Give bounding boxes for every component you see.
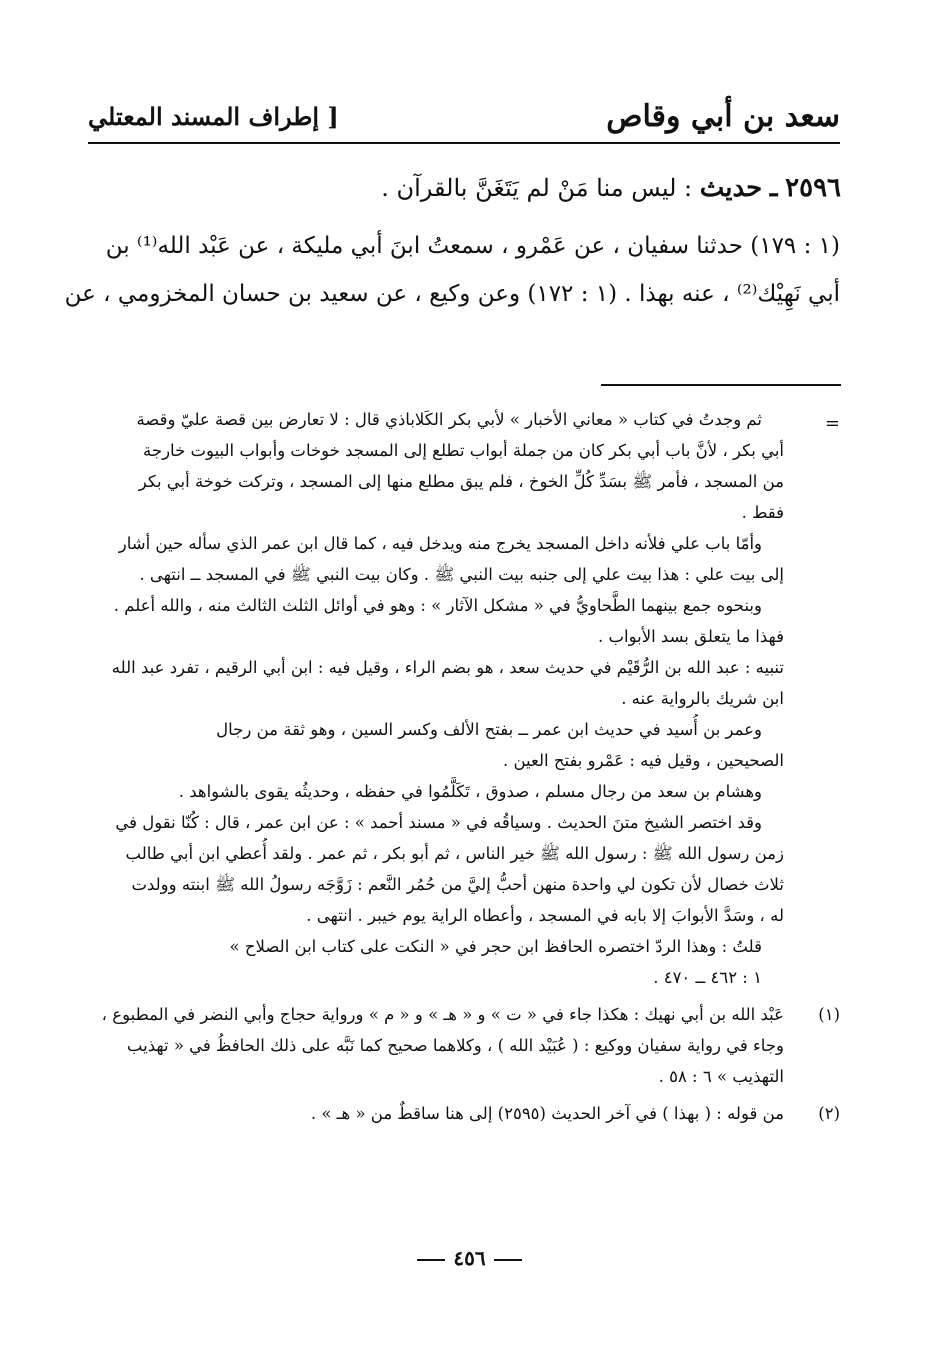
hadith-number: ٢٥٩٦: [785, 173, 841, 203]
note-line: وبنحوه جمع بينهما الطَّحاويُّ في « مشكل الآثار » : وهو في أوائل الثلث الثالث منه ، والله أعلم .: [113, 596, 762, 615]
header-rule: [88, 142, 840, 144]
note-line: وقد اختصر الشيخ متنَ الحديث . وسياقُه في « مسند أحمد » : عن ابن عمر ، قال : كُنّا نقول في: [115, 813, 762, 832]
footnote-line: وجاء في رواية سفيان ووكيع : ( عُبَيْد الله ) ، وكلاهما صحيح كما نَبَّه على ذلك الحافظُ في « تهذيب: [126, 1036, 784, 1055]
note-line: وأمّا باب علي فلأنه داخل المسجد يخرج منه ويدخل فيه ، كما قال ابن عمر الذي سأله حين أشار: [118, 534, 762, 553]
footnote-line: عَبْد الله بن أبي نهيك : هكذا جاء في « ت » و « هـ » و « م » ورواية حجاج وأبي النضر في المطبوع ،: [101, 1005, 784, 1024]
page-number-value: ٤٥٦: [453, 1246, 486, 1270]
isnad-line: أبي نَهِيْك⁽²⁾ ، عنه بهذا . (١ : ١٧٢) وعن وكيع ، عن سعيد بن حسان المخزومي ، عن: [64, 281, 840, 307]
note-line: زمن رسول الله ﷺ : رسول الله ﷺ خير الناس ، ثم أبو بكر ، ثم عمر . ولقد أُعطي ابن أبي طالب: [125, 844, 784, 863]
page-number-dash: [494, 1259, 522, 1261]
page-number: [0, 1246, 939, 1270]
footnote-1: [88, 999, 840, 1092]
note-line: ابن شريك بالرواية عنه .: [621, 689, 784, 708]
hadith-text: : ليس منا مَنْ لم يَتَغَنَّ بالقرآن .: [381, 174, 693, 202]
page-number-dash: [417, 1259, 445, 1261]
footnote-2: [88, 1098, 840, 1129]
hadith-heading: [99, 166, 841, 210]
footnotes-area: [88, 404, 840, 1129]
hadith-dash: ـ: [769, 173, 778, 203]
note-line: من المسجد ، فأمر ﷺ بسَدِّ كُلِّ الخوخ ، فلم يبق مطلع منها إلى المسجد ، وتركت خوخة أبي بكر: [138, 472, 784, 491]
note-line: إلى بيت علي : هذا بيت علي إلى جنبه بيت النبي ﷺ . وكان بيت النبي ﷺ في المسجد ــ انتهى .: [139, 565, 784, 584]
isnad-line: (١ : ١٧٩) حدثنا سفيان ، عن عَمْرو ، سمعتُ ابنَ أبي مليكة ، عن عَبْد الله⁽¹⁾ بن: [105, 233, 840, 259]
footnote-number: (١): [818, 1005, 840, 1024]
note-line: وهشام بن سعد من رجال مسلم ، صدوق ، تَكَلَّمُوا في حفظه ، وحديثُه يقوى بالشواهد .: [178, 782, 762, 801]
note-line: ثم وجدتُ في كتاب « معاني الأخبار » لأبي بكر الكَلاباذي قال : لا تعارض بين قصة عليّ وقصة: [136, 410, 762, 429]
footnote-rule: [601, 384, 841, 386]
chapter-title: سعد بن أبي وقاص: [606, 98, 840, 134]
note-line: الصحيحين ، وقيل فيه : عَمْرو بفتح العين .: [502, 751, 784, 770]
footnote-line: من قوله : ( بهذا ) في آخر الحديث (٢٥٩٥) إلى هنا ساقطٌ من « هـ » .: [310, 1104, 784, 1123]
note-line: تنبيه : عبد الله بن الرُّقَيْم في حديث سعد ، هو بضم الراء ، وقيل فيه : ابن أبي الرقيم ، تفرد عبد الله: [111, 658, 784, 677]
book-title: [ إطراف المسند المعتلي: [88, 101, 339, 131]
note-line: وعمر بن أُسيد في حديث ابن عمر ــ بفتح الألف وكسر السين ، وهو ثقة من رجال: [216, 720, 762, 739]
note-line: له ، وسَدَّ الأبوابَ إلا بابه في المسجد ، وأعطاه الراية يوم خيبر . انتهى .: [306, 906, 784, 925]
note-line: ١ : ٤٦٢ ــ ٤٧٠ .: [653, 968, 762, 987]
note-line: ثلاث خصال لأن تكون لي واحدة منهن أحبُّ إليَّ من حُمُر النَّعم : زَوَّجَه رسولُ الله ﷺ ابنته وولدت: [131, 875, 784, 894]
footnote-line: التهذيب » ٦ : ٥٨ .: [658, 1067, 784, 1086]
note-line: فقط .: [741, 503, 784, 522]
footnote-number: (٢): [818, 1104, 840, 1123]
continuation-mark: =: [824, 413, 840, 434]
isnad-block: [64, 222, 840, 318]
note-line: فهذا ما يتعلق بسد الأبواب .: [597, 627, 784, 646]
continued-note: [88, 404, 784, 993]
hadith-keyword: حديث: [699, 173, 763, 203]
note-line: أبي بكر ، لأنَّ باب أبي بكر كان من جملة أبواب تطلع إلى المسجد خوخات وأبواب البيوت خارجة: [143, 441, 784, 460]
running-header: [88, 94, 840, 138]
note-line: قلتُ : وهذا الردّ اختصره الحافظ ابن حجر في « النكت على كتاب ابن الصلاح »: [229, 937, 762, 956]
